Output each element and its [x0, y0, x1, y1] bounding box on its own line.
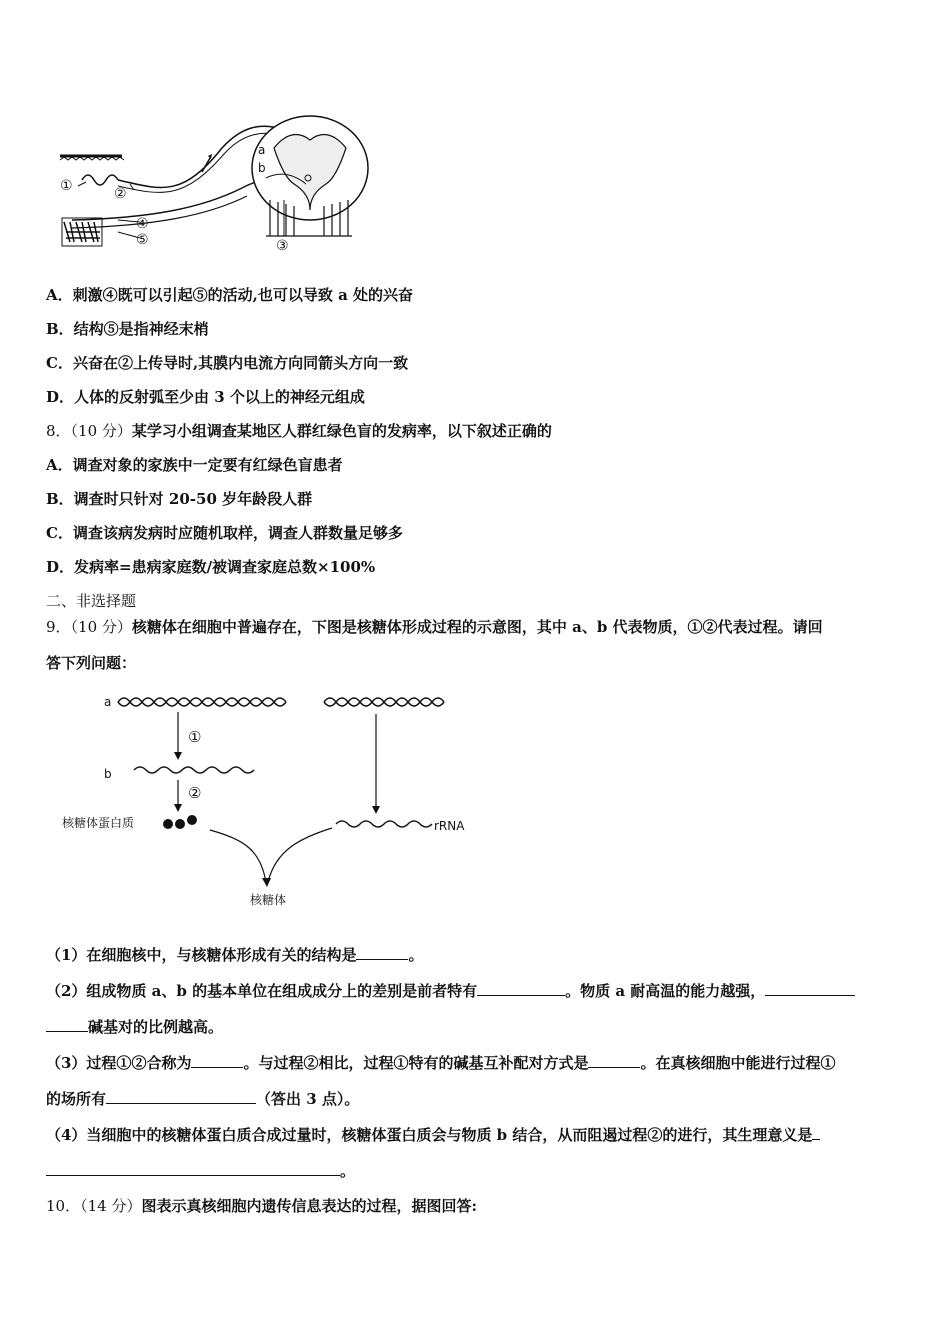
q10-number: 10．（14 分）	[46, 1197, 142, 1215]
q8-option-c: C．调查该病发病时应随机取样，调查人群数量足够多	[46, 524, 403, 542]
label-3: ③	[276, 238, 289, 254]
answer-blank[interactable]	[765, 981, 855, 996]
q9-sub3	[46, 1053, 835, 1073]
answer-blank[interactable]	[356, 945, 408, 960]
q9-sub2-text: （2）组成物质 a、b 的基本单位在组成成分上的差别是前者特有	[46, 982, 478, 1000]
q9-sub4-end: 。	[340, 1162, 356, 1180]
q9-sub2-mid: 。物质 a 耐高温的能力越强，	[565, 982, 766, 1000]
diagram-rrna-label: rRNA	[434, 819, 465, 833]
q9-sub3-line2	[46, 1089, 359, 1109]
q10-stem	[46, 1196, 477, 1216]
answer-blank[interactable]	[106, 1089, 256, 1104]
q9-sub4-text: （4）当细胞中的核糖体蛋白质合成过量时，核糖体蛋白质会与物质 b 结合，从而阻遏过程②的进行，其生理意义是	[46, 1126, 813, 1144]
answer-blank[interactable]	[46, 1161, 340, 1176]
diagram-step-2: ②	[188, 784, 202, 802]
q7-option-a: A．刺激④既可以引起⑤的活动,也可以导致 a 处的兴奋	[46, 286, 414, 304]
q9-sub2-line2	[46, 1017, 223, 1037]
q9-sub3-text: （3）过程①②合称为	[46, 1054, 192, 1072]
q9-stem-line2: 答下列问题：	[46, 654, 137, 672]
q9-sub1-text: （1）在细胞核中，与核糖体形成有关的结构是	[46, 946, 357, 964]
answer-blank[interactable]	[477, 981, 565, 996]
q9-sub4	[46, 1125, 820, 1145]
q8-number: 8．（10 分）	[46, 422, 132, 440]
q9-sub1-end: 。	[408, 946, 424, 964]
q9-sub3-end: 。在真核细胞中能进行过程①	[640, 1054, 836, 1072]
label-4: ④	[136, 216, 149, 232]
q9-sub3-line2-end: （答出 3 点）。	[256, 1090, 360, 1108]
label-5: ⑤	[136, 232, 149, 248]
q8-stem	[46, 421, 552, 441]
label-2: ②	[114, 186, 127, 202]
q8-option-b: B．调查时只针对 20-50 岁年龄段人群	[46, 490, 313, 508]
q7-option-c: C．兴奋在②上传导时,其膜内电流方向同箭头方向一致	[46, 354, 409, 372]
label-b: b	[258, 161, 266, 175]
q9-number: 9．（10 分）	[46, 618, 132, 636]
diagram-label-b: b	[104, 767, 112, 781]
q8-stem-text: 某学习小组调查某地区人群红绿色盲的发病率，以下叙述正确的	[131, 422, 552, 440]
ribosome-formation-diagram	[60, 690, 480, 915]
q7-option-d: D．人体的反射弧至少由 3 个以上的神经元组成	[46, 388, 365, 406]
q8-option-d: D．发病率=患病家庭数/被调查家庭总数×100%	[46, 558, 376, 576]
diagram-ribosome-label: 核糖体	[250, 893, 287, 907]
q9-sub1	[46, 945, 423, 965]
answer-blank[interactable]	[812, 1125, 820, 1140]
q9-sub2	[46, 981, 855, 1001]
label-a: a	[258, 143, 266, 157]
label-1: ①	[60, 178, 73, 194]
diagram-label-a: a	[104, 695, 112, 709]
reflex-arc-figure	[52, 108, 372, 258]
answer-blank[interactable]	[46, 1017, 88, 1032]
q9-sub3-line2-start: 的场所有	[46, 1090, 107, 1108]
q9-stem-line1: 核糖体在细胞中普遍存在，下图是核糖体形成过程的示意图，其中 a、b 代表物质，①②代表过程。请回	[131, 618, 823, 636]
q9-stem	[46, 617, 823, 637]
answer-blank[interactable]	[191, 1053, 243, 1068]
q9-sub2-line2-end: 碱基对的比例越高。	[88, 1018, 224, 1036]
diagram-protein-label: 核糖体蛋白质	[62, 816, 135, 830]
q8-option-a: A．调查对象的家族中一定要有红绿色盲患者	[46, 456, 343, 474]
q9-sub4-line2	[46, 1161, 355, 1181]
q9-sub3-mid: 。与过程②相比，过程①特有的碱基互补配对方式是	[243, 1054, 589, 1072]
q10-stem-text: 图表示真核细胞内遗传信息表达的过程，据图回答:	[141, 1197, 477, 1215]
q7-option-b: B．结构⑤是指神经末梢	[46, 320, 209, 338]
section-title: 二、非选择题	[46, 592, 137, 610]
answer-blank[interactable]	[588, 1053, 640, 1068]
diagram-step-1: ①	[188, 728, 202, 746]
